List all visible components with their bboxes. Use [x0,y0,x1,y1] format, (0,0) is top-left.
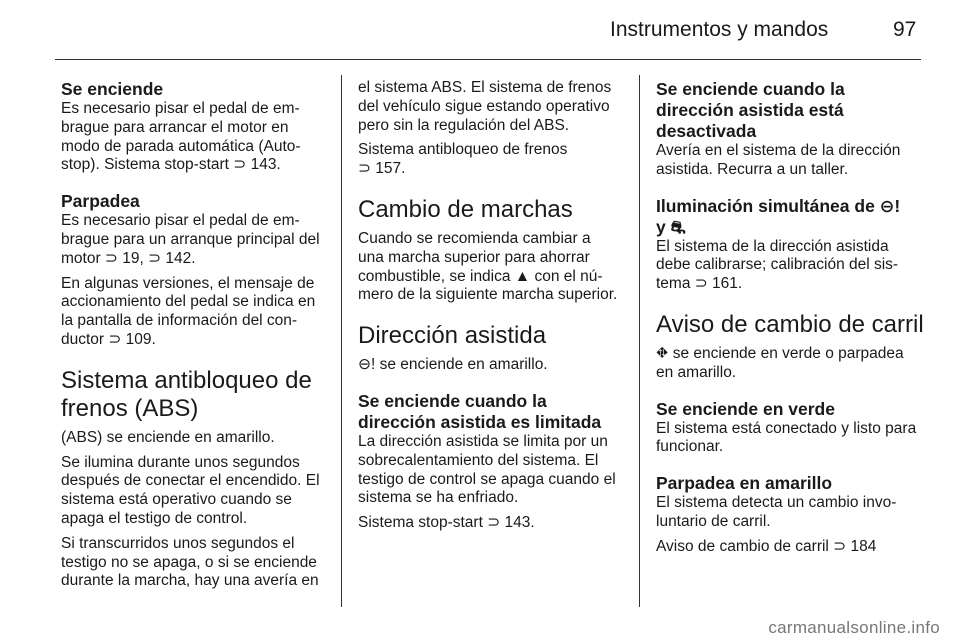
header-rule [55,59,921,60]
subsection-heading: Se enciende cuando la dirección asistida es limitada [358,390,602,432]
paragraph: Sistema antibloqueo de frenos ⊃ 157. [358,141,568,178]
subsection-heading: Se enciende [61,79,164,99]
paragraph: Se ilumina durante unos segundos después de conectar el encendido. El sistema está operativo cuando se apaga el testigo de control. [61,453,320,527]
paragraph: el sistema ABS. El sistema de frenos del vehículo sigue estando operativo pero sin la regulación del ABS. [358,79,612,134]
section-heading: Aviso de cambio de carril [656,310,924,338]
column-divider-1 [341,75,342,607]
subsection-heading: Parpadea en amarillo [656,473,833,494]
paragraph: La dirección asistida se limita por un sobrecalentamiento del sistema. El testigo de control se apaga cuando el sistema se ha enfriado. [358,432,616,507]
paragraph: El sistema detecta un cambio invo- luntario de carril. [656,494,897,530]
spacer [656,186,924,196]
subsection-heading: Parpadea [61,191,140,212]
subsection-heading: Se enciende en verde [656,398,835,419]
paragraph: Aviso de cambio de carril ⊃ 184 [656,537,877,555]
subsection-heading: Iluminación simultánea de ⊖! y ⛐ [656,195,901,237]
page-number: 97 [893,18,917,41]
column-1 [61,79,326,597]
paragraph: Avería en el sistema de la dirección asistida. Recurra a un taller. [656,142,901,178]
page-header-title: Instrumentos y mandos [610,18,829,41]
subsection-heading: Se enciende cuando la dirección asistida está desactivada [656,79,845,141]
spacer [358,381,626,391]
paragraph: Cuando se recomienda cambiar a una marcha superior para ahorrar combustible, se indica ▲ con el nú- mero de la siguiente marcha superior. [358,229,618,304]
paragraph: ⊖! se enciende en amarillo. [358,356,548,374]
spacer [656,389,924,399]
paragraph: Es necesario pisar el pedal de em- brague para arrancar el motor en modo de parada automática (Auto- stop). Sistema stop-start ⊃ 143. [61,100,301,174]
section-heading: Sistema antibloqueo de frenos (ABS) [61,366,312,422]
paragraph: El sistema está conectado y listo para funcionar. [656,419,917,456]
paragraph: Es necesario pisar el pedal de em- brague para un arranque principal del motor ⊃ 19, ⊃ 142. [61,212,320,267]
footer-watermark: carmanualsonline.info [768,618,940,637]
column-3 [656,79,924,563]
paragraph: El sistema de la dirección asistida debe calibrarse; calibración del sis- tema ⊃ 161. [656,237,899,293]
column-2 [358,79,626,539]
section-heading: Cambio de marchas [358,195,573,223]
paragraph: ⛖ se enciende en verde o parpadea en amarillo. [656,344,904,381]
paragraph: Si transcurridos unos segundos el testigo no se apaga, o si se enciende durante la marcha, hay una avería en [61,534,319,590]
column-divider-2 [639,75,640,607]
paragraph: Sistema stop-start ⊃ 143. [358,514,535,532]
spacer [656,463,924,473]
paragraph: (ABS) se enciende en amarillo. [61,428,275,446]
paragraph: En algunas versiones, el mensaje de accionamiento del pedal se indica en la pantalla de información del con- ductor ⊃ 109. [61,274,316,348]
spacer [61,181,326,191]
section-heading: Dirección asistida [358,322,547,350]
